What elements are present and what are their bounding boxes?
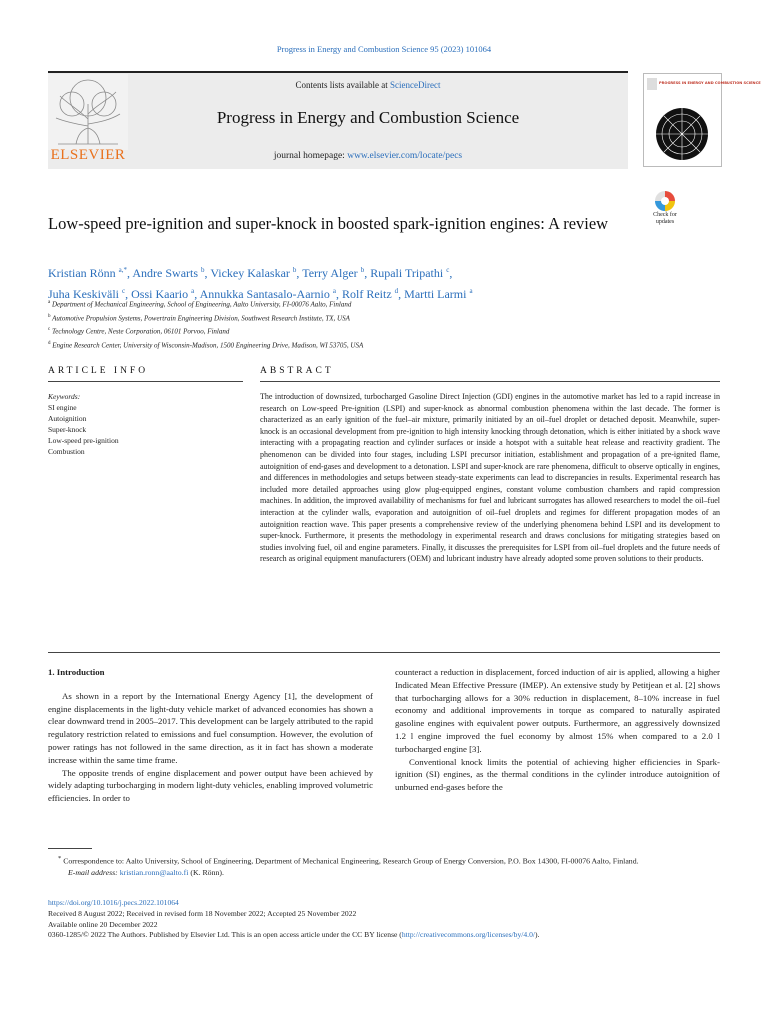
author-name[interactable]: Vickey Kalaskar	[210, 266, 290, 280]
author-affiliation-marker: d	[394, 287, 399, 295]
author-affiliation-marker: a	[191, 287, 195, 295]
divider	[48, 652, 720, 653]
keyword-item: SI engine	[48, 403, 77, 412]
correspondence-line	[48, 853, 720, 867]
author-separator: ,	[194, 287, 200, 301]
author-separator: ,	[125, 287, 132, 301]
body-column-left	[48, 666, 373, 805]
keywords-block	[48, 391, 243, 457]
license-line	[48, 930, 748, 941]
body-paragraph: As shown in a report by the International Energy Agency [1], the development of engine displacements in the light-duty vehicle market of advanced economies has shown a clear downward trend in 2005–2017. This development can be largely attributed to the rapid regulatory restriction related to emissions and fuel consumption. However, the evolution of power ratings has not followed in the same direction, as it in fact has shown a moderate increase within the same time frame.	[48, 690, 373, 765]
email-line	[48, 867, 720, 879]
affiliation-item	[48, 338, 648, 352]
cover-art-icon	[644, 74, 761, 166]
author-affiliation-marker: b	[201, 266, 205, 274]
crossmark-icon	[644, 190, 686, 212]
keywords-list	[48, 402, 243, 457]
keyword-item: Autoignition	[48, 414, 87, 423]
author-separator: ,	[364, 266, 371, 280]
doi-link[interactable]: https://doi.org/10.1016/j.pecs.2022.101064	[48, 898, 179, 907]
license-suffix: ).	[534, 930, 540, 940]
body-paragraph: counteract a reduction in displacement, forced induction of air is applied, allowing a higher Indicated Mean Effective Pressure (IMEP). An extensive study by Petitjean et al. [2] shows that turbocharging allows for a 30% reduction in displacement, 8–10% increase in fuel economy and additional improvements in torque as compared to naturally aspirated gasoline engines with equivalent power outputs. Furthermore, an aggressively downsized 1.2 l engine improved the fuel economy by almost 15% when compared to a 2.0 l turbocharged engine [3].	[395, 667, 720, 754]
author-separator: ,	[449, 266, 453, 280]
footnote-rule	[48, 848, 92, 849]
affiliation-item	[48, 324, 648, 338]
journal-homepage-link[interactable]: www.elsevier.com/locate/pecs	[347, 151, 463, 161]
affiliation-text: Engine Research Center, University of Wisconsin-Madison, 1500 Engineering Drive, Madison, WI 53705, USA	[52, 340, 364, 349]
correspondence-text: Correspondence to: Aalto University, School of Engineering, Department of Mechanical Engineering, Research Group of Energy Conversion, P.O. Box 14300, FI-00076 Aalto, Finland.	[63, 856, 639, 866]
affiliation-key: b	[48, 313, 51, 319]
article-title: Low-speed pre-ignition and super-knock in boosted spark-ignition engines: A review	[48, 214, 609, 233]
publication-info	[48, 898, 748, 941]
author-separator: ,	[335, 287, 342, 301]
body-column-right	[395, 666, 720, 794]
abstract-text: The introduction of downsized, turbocharged Gasoline Direct Injection (GDI) engines in the automotive market has led to a rapid increase in research on Low-speed Pre-ignition (LSPI) and super-knock as abnormal combustion phenomena within the last decade. The former is characterized as an early ignition of the fuel–air mixture, primarily initiated by an oil–fuel droplet or detached deposit. Meanwhile, super-knock is an occasional development from pre-ignition to high intensity knocking through detonation, which is either initiated by a shock wave interacting with a propagating reaction and cylinder surfaces or inside a hotspot with a suitable heat release and reactivity gradient. The phenomenon can be divided into four stages, including LSPI precursor initiation, establishment and propagation of a pre-ignited flame, autoignition of end-gases and development to a detonation. LSPI and super-knock are rare phenomena, difficult to observe optically in engines, and differences in methodologies and setups between steady-state experiments can lead to discrepancies in results. Experimental research has included more detailed approaches using glow plug-equipped engines, constant volume combustion chambers and rapid compression machines. In addition, the improved availability of mechanisms for fuel and lubricant surrogates has allowed researchers to model the oil–fuel interaction at the cylinder walls, evaporation and autoignition of oil–fuel droplets and regimes for different propagation modes of an autoignition reaction wave. This paper presents a comprehensive review of the underlying phenomena behind LSPI and its development to super-knock. Furthermore, it presents the methodology in experimental research and draws conclusions for mitigating strategies based on studies involving fuel, oil and engine parameters. Finally, it discusses the prerequisites for LSPI from oil–fuel droplets and the future needs of research as original equipment manufacturers (OEM) and lubricant industry have already adopted some proven solutions to their products.	[260, 392, 720, 564]
abstract-heading: ABSTRACT	[260, 366, 334, 376]
journal-cover-thumbnail[interactable]	[643, 73, 761, 167]
affiliation-list	[48, 297, 648, 351]
author-affiliation-marker: b	[360, 266, 365, 274]
author-affiliation-marker: a	[469, 287, 473, 295]
email-link[interactable]: kristian.ronn@aalto.fi	[119, 868, 189, 878]
journal-citation[interactable]: Progress in Energy and Combustion Science 95 (2023) 101064	[276, 44, 492, 54]
affiliation-text: Automotive Propulsion Systems, Powertrain Engineering Division, Southwest Research Institute, TX, USA	[52, 313, 350, 322]
body-paragraph: Conventional knock limits the potential of achieving higher efficiencies in Spark-ignition (SI) engines, as the thermal conditions in the cylinder introduce autoignition of unburned end-gases before the	[395, 756, 720, 793]
keyword-item: Super-knock	[48, 425, 87, 434]
author-name[interactable]: Rolf Reitz	[341, 287, 392, 301]
elsevier-wordmark: ELSEVIER	[50, 147, 126, 163]
author-name[interactable]: Andre Swarts	[132, 266, 199, 280]
license-link[interactable]: http://creativecommons.org/licenses/by/4.0/	[401, 930, 535, 940]
article-info-heading: ARTICLE INFO	[48, 366, 149, 376]
author-affiliation-marker: a,*	[118, 266, 128, 274]
body-paragraph: The opposite trends of engine displacement and power output have been achieved by widely adapting turbocharging in modern light-duty vehicles, enabling improved volumetric efficiencies. In order to	[48, 767, 373, 804]
journal-homepage-line	[128, 151, 608, 161]
author-name[interactable]: Kristian Rönn	[48, 266, 116, 280]
author-name[interactable]: Ossi Kaario	[131, 287, 189, 301]
author-affiliation-marker: a	[332, 287, 336, 295]
divider	[48, 381, 243, 382]
contents-line	[128, 80, 608, 90]
elsevier-logo	[48, 74, 128, 166]
author-separator: ,	[398, 287, 405, 301]
received-dates: Received 8 August 2022; Received in revised form 18 November 2022; Accepted 25 November 2022	[48, 908, 357, 918]
license-prefix: 0360-1285/© 2022 The Authors. Published by Elsevier Ltd. This is an open access article under the CC BY license (	[48, 930, 402, 940]
author-name[interactable]: Annukka Santasalo-Aarnio	[199, 287, 330, 301]
author-name[interactable]: Rupali Tripathi	[370, 266, 444, 280]
footnote-marker: *	[58, 855, 62, 862]
sciencedirect-link[interactable]: ScienceDirect	[390, 80, 441, 90]
author-separator: ,	[296, 266, 303, 280]
cover-title: PROGRESS IN ENERGY AND COMBUSTION SCIENCE	[659, 81, 761, 85]
affiliation-item	[48, 311, 648, 325]
email-label: E-mail address:	[68, 868, 118, 878]
homepage-prefix: journal homepage:	[273, 151, 348, 161]
check-for-updates-label: Check for updates	[653, 212, 677, 225]
author-name[interactable]: Juha Keskiväli	[48, 287, 119, 301]
affiliation-item	[48, 297, 648, 311]
author-separator: ,	[127, 266, 133, 280]
author-affiliation-marker: b	[292, 266, 297, 274]
divider	[260, 381, 720, 382]
author-separator: ,	[204, 266, 211, 280]
section-heading: 1. Introduction	[48, 667, 105, 677]
email-suffix: (K. Rönn).	[190, 868, 224, 878]
keyword-item: Combustion	[48, 447, 85, 456]
keywords-label: Keywords:	[48, 392, 81, 401]
journal-title: Progress in Energy and Combustion Science	[216, 108, 520, 127]
author-affiliation-marker: c	[446, 266, 450, 274]
affiliation-text: Technology Centre, Neste Corporation, 06101 Porvoo, Finland	[51, 327, 230, 336]
keyword-item: Low-speed pre-ignition	[48, 436, 119, 445]
correspondence-footnote	[48, 853, 720, 879]
author-name[interactable]: Martti Larmi	[404, 287, 467, 301]
affiliation-key: d	[48, 340, 51, 346]
tree-logo-icon	[48, 74, 128, 150]
contents-prefix: Contents lists available at	[295, 80, 390, 90]
author-name[interactable]: Terry Alger	[302, 266, 358, 280]
affiliation-key: c	[48, 327, 51, 333]
affiliation-key: a	[48, 300, 51, 305]
available-online: Available online 20 December 2022	[48, 919, 158, 929]
affiliation-text: Department of Mechanical Engineering, School of Engineering, Aalto University, FI-00076 Aalto, Finland	[51, 300, 352, 309]
author-affiliation-marker: c	[122, 287, 126, 295]
